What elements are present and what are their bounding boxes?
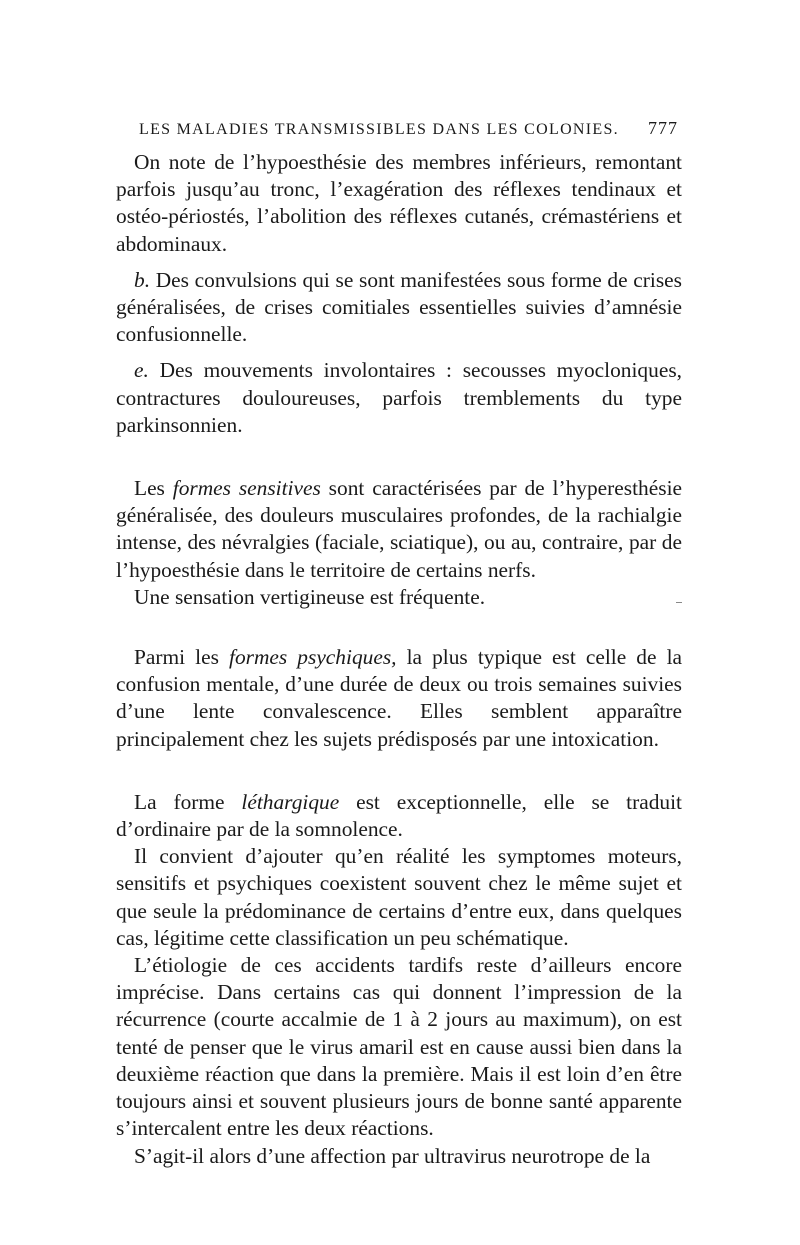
paragraph-text: S’agit-il alors d’une affection par ultravirus neurotrope de la xyxy=(134,1143,651,1168)
paragraph-etiology xyxy=(116,952,682,1142)
item-marker-b: b. xyxy=(134,267,151,292)
italic-term: formes psychiques, xyxy=(229,645,397,670)
paragraph-text: sont caractérisées par de l’hyperesthésie généralisée, des douleurs musculaires profondes, de la rachialgie intense, des névralgies (faciale, sciatique), ou au, contraire, par de l’hypoesthésie dans le territoire de certains nerfs. xyxy=(116,476,683,582)
book-page xyxy=(116,118,682,1170)
paragraph-text: est exceptionnelle, elle se traduit d’ordinaire par de la somnolence. xyxy=(116,789,682,842)
paragraph-text: On note de l’hypoesthésie des membres inférieurs, remontant parfois jusqu’au tronc, l’exagération des réflexes tendinaux et ostéo-périostés, l’abolition des réflexes cutanés, crémastériens et abdominaux. xyxy=(116,150,682,256)
running-head xyxy=(116,118,682,139)
paragraph-ultravirus xyxy=(116,1143,682,1170)
running-title: LES MALADIES TRANSMISSIBLES DANS LES COLONIES. xyxy=(139,121,619,138)
italic-term: formes sensitives xyxy=(172,476,321,501)
paragraph-text: Une sensation vertigineuse est fréquente. xyxy=(134,584,486,609)
paragraph-text: la plus typique est celle de la confusion mentale, d’une durée de deux ou trois semaines suivies d’une lente convalescence. Elles semblent apparaître principalement chez les sujets prédisposés par une intoxication. xyxy=(116,645,683,751)
paragraph-lead: Les xyxy=(134,476,173,501)
paragraph-vertigo xyxy=(116,584,682,611)
page-number: 777 xyxy=(648,118,678,138)
paragraph-psychic-forms xyxy=(116,644,682,753)
paragraph-lethargic-form xyxy=(116,789,682,843)
paragraph-text: Des convulsions qui se sont manifestées sous forme de crises généralisées, de crises comitiales essentielles suivies d’amnésie confusionnelle. xyxy=(116,267,682,347)
paragraph-text: Des mouvements involontaires : secousses myocloniques, contractures douloureuses, parfois tremblements du type parkinsonnien. xyxy=(116,358,682,437)
paragraph-involuntary-movements xyxy=(116,357,682,439)
print-mark xyxy=(676,602,682,603)
paragraph-symptoms-coexist xyxy=(116,843,682,952)
paragraph-lead: Parmi les xyxy=(134,645,229,670)
paragraph-sensitive-forms xyxy=(116,475,682,584)
paragraph-lead: La forme xyxy=(134,789,242,814)
paragraph-convulsions xyxy=(116,267,682,349)
item-marker-e: e. xyxy=(134,358,149,383)
paragraph-text: L’étiologie de ces accidents tardifs reste d’ailleurs encore imprécise. Dans certains cas qui donnent l’impression de la récurrence (courte accalmie de 1 à 2 jours au maximum), on est tenté de penser que le virus amaril est en cause aussi bien dans la deuxième réaction que dans la première. Mais il est loin d’en être toujours ainsi et souvent plusieurs jours de bonne santé apparente s’intercalent entre les deux réactions. xyxy=(116,953,682,1141)
paragraph-text: Il convient d’ajouter qu’en réalité les symptomes moteurs, sensitifs et psychiques coexistent souvent chez le même sujet et que seule la prédominance de certains d’entre eux, dans quelques cas, légitime cette classification un peu schématique. xyxy=(116,844,682,950)
italic-term: léthargique xyxy=(241,789,340,814)
paragraph-hypoesthesia xyxy=(116,149,682,258)
